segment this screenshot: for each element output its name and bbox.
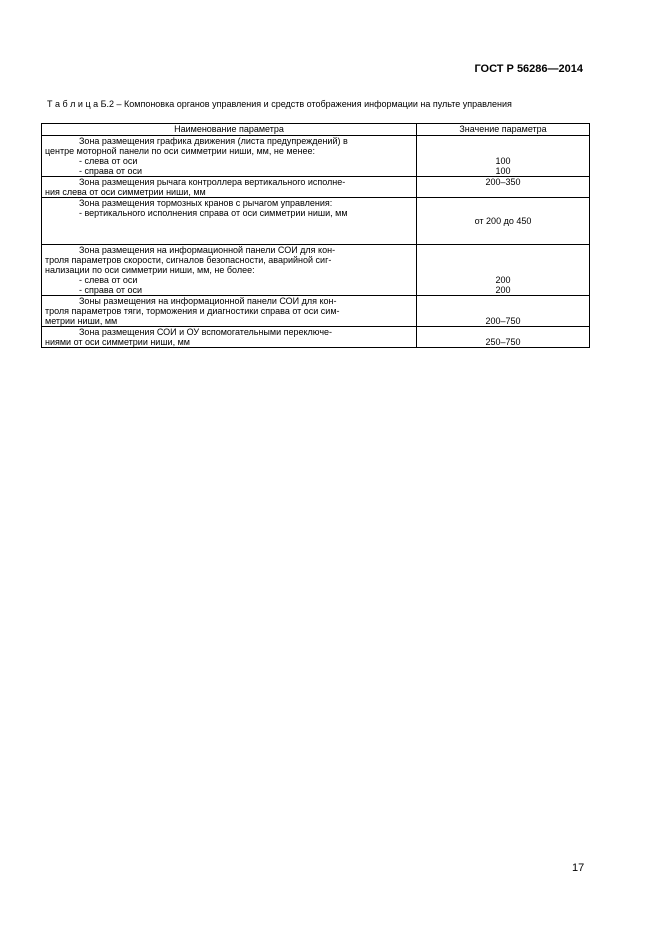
- parameters-table: [41, 123, 590, 348]
- parameter-cell: [42, 245, 417, 296]
- parameter-text: нализации по оси симметрии ниши, мм, не более:: [45, 265, 255, 275]
- parameter-text: ниями от оси симметрии ниши, мм: [45, 337, 190, 347]
- value-cell: [417, 296, 590, 327]
- value-text: от 200 до 450: [474, 216, 532, 226]
- value-cell: [417, 245, 590, 296]
- parameter-text: - справа от оси: [79, 166, 143, 176]
- parameter-cell: [42, 327, 417, 348]
- table-header-row: [42, 124, 590, 136]
- parameter-text: Зона размещения СОИ и ОУ вспомогательными переключе-: [79, 327, 333, 337]
- parameter-text: центре моторной панели по оси симметрии ниши, мм, не менее:: [45, 146, 316, 156]
- parameter-text: Зона размещения рычага контроллера вертикального исполне-: [79, 177, 346, 187]
- value-cell: [417, 177, 590, 198]
- parameter-text: Зона размещения тормозных кранов с рычагом управления:: [79, 198, 333, 208]
- parameter-text: - вертикального исполнения справа от оси симметрии ниши, мм: [79, 208, 348, 218]
- parameter-text: - справа от оси: [79, 285, 143, 295]
- table-row: [42, 177, 590, 198]
- parameter-text: Зона размещения на информационной панели СОИ для кон-: [79, 245, 336, 255]
- column-header-parameter: Наименование параметра: [42, 124, 417, 136]
- parameter-text: - слева от оси: [79, 156, 138, 166]
- table-caption: Т а б л и ц а Б.2 – Компоновка органов управления и средств отображения информации на пульте управления: [47, 99, 512, 109]
- table-row: [42, 198, 590, 245]
- value-cell: [417, 198, 590, 245]
- parameter-text: - слева от оси: [79, 275, 138, 285]
- value-text: 100: [495, 156, 511, 166]
- column-header-value: Значение параметра: [417, 124, 590, 136]
- value-text: 100: [495, 166, 511, 176]
- table-row: [42, 327, 590, 348]
- table-row: [42, 136, 590, 177]
- value-text: 200–350: [485, 177, 521, 187]
- value-cell: [417, 327, 590, 348]
- parameter-cell: [42, 296, 417, 327]
- parameter-text: метрии ниши, мм: [45, 316, 118, 326]
- parameter-text: Зоны размещения на информационной панели СОИ для кон-: [79, 296, 337, 306]
- value-text: 200: [495, 275, 511, 285]
- parameter-text: ния слева от оси симметрии ниши, мм: [45, 187, 206, 197]
- document-code: ГОСТ Р 56286—2014: [474, 63, 583, 75]
- parameter-text: Зона размещения графика движения (листа предупреждений) в: [79, 136, 348, 146]
- table-row: [42, 245, 590, 296]
- value-cell: [417, 136, 590, 177]
- parameter-text: троля параметров тяги, торможения и диагностики справа от оси сим-: [45, 306, 340, 316]
- value-text: 200–750: [485, 316, 521, 326]
- parameter-cell: [42, 177, 417, 198]
- parameter-cell: [42, 198, 417, 245]
- value-text: 250–750: [485, 337, 521, 347]
- table-row: [42, 296, 590, 327]
- parameter-text: троля параметров скорости, сигналов безопасности, аварийной сиг-: [45, 255, 332, 265]
- value-text: 200: [495, 285, 511, 295]
- page-number: 17: [572, 862, 585, 874]
- parameter-cell: [42, 136, 417, 177]
